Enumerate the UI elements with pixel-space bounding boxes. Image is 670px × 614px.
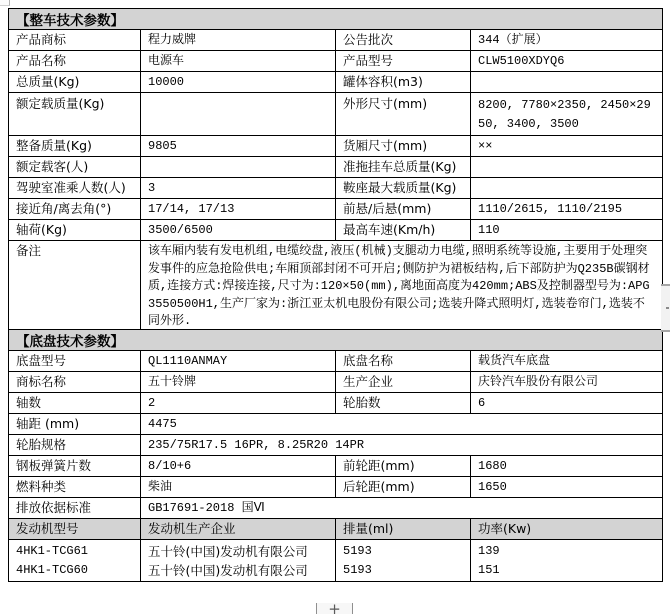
table-row (9, 30, 662, 51)
param-label: 额定载质量(Kg) (9, 93, 141, 135)
param-label: 罐体容积(m3) (336, 72, 471, 92)
param-value (141, 93, 336, 135)
engine-manufacturer: 五十铃(中国)发动机有限公司 (148, 544, 308, 559)
param-value: 电源车 (141, 51, 336, 71)
param-label: 总质量(Kg) (9, 72, 141, 92)
engine-power: 151 (478, 563, 500, 577)
table-row (9, 220, 662, 241)
param-value: 8200, 7780×2350, 2450×2950, 3400, 3500 (478, 98, 651, 131)
param-value (471, 157, 662, 177)
engine-model: 4HK1-TCG60 (16, 563, 89, 577)
remark-label: 备注 (9, 241, 141, 329)
table-row (9, 157, 662, 178)
table-row (9, 477, 662, 498)
table-row (9, 136, 662, 157)
section-header-chassis (9, 330, 662, 351)
param-value: 庆铃汽车股份有限公司 (478, 374, 599, 389)
param-label: 前轮距(mm) (336, 456, 471, 476)
table-row (9, 72, 662, 93)
param-value: 110 (478, 222, 500, 237)
engine-col-header: 功率(Kw) (478, 521, 532, 537)
param-label: 产品型号 (336, 51, 471, 71)
param-value: 3500/6500 (141, 220, 336, 240)
param-label: 接近角/离去角(°) (9, 199, 141, 219)
engine-model: 4HK1-TCG61 (16, 544, 89, 558)
param-value: ×× (478, 138, 493, 153)
engine-col-header: 发动机生产企业 (141, 519, 336, 539)
param-value: GB17691-2018 国Ⅵ (148, 500, 265, 515)
add-row-button[interactable] (316, 600, 353, 614)
param-label: 轮胎规格 (9, 435, 141, 455)
engine-col-header: 排量(ml) (336, 519, 471, 539)
remark-text: 该车厢内装有发电机组,电缆绞盘,液压(机械)支腿动力电缆,照明系统等设施,主要用于处理突发事件的应急抢险供电;车厢顶部封闭不可开启;侧防护为裙板结构,后下部防护为Q235B碳钢材质,连接方式:焊接连接,尺寸为:120×50(mm),离地面高度为420mm;ABS及控制器型号为:APG3550500H1,生产厂家为:浙江亚太机电股份有限公司;选装升降式照明灯,选装卷帘门,选装不同外形. (148, 244, 650, 328)
engine-data-rows (9, 540, 662, 581)
table-row (9, 456, 662, 477)
param-label: 轮胎数 (336, 393, 471, 413)
param-label: 排放依据标准 (9, 498, 141, 518)
table-row (9, 51, 662, 72)
param-label: 生产企业 (336, 372, 471, 392)
table-row (9, 435, 662, 456)
param-value: 五十铃牌 (141, 372, 336, 392)
table-row (9, 498, 662, 519)
section-title: 【底盘技术参数】 (16, 334, 124, 350)
param-value: 1110/2615, 1110/2195 (478, 201, 623, 216)
engine-col-header: 发动机型号 (9, 519, 141, 539)
param-label: 轴数 (9, 393, 141, 413)
vehicle-spec-table (8, 8, 663, 582)
plus-icon: + (328, 600, 341, 614)
engine-header-row (9, 519, 662, 540)
param-label: 商标名称 (9, 372, 141, 392)
param-value: 17/14, 17/13 (141, 199, 336, 219)
param-label: 货厢尺寸(mm) (336, 136, 471, 156)
param-label: 产品商标 (9, 30, 141, 50)
param-label: 底盘名称 (336, 351, 471, 371)
param-value: 柴油 (141, 477, 336, 497)
param-value: 235/75R17.5 16PR, 8.25R20 14PR (148, 437, 365, 452)
engine-displacement: 5193 (343, 544, 372, 558)
param-label: 轴荷(Kg) (9, 220, 141, 240)
param-label: 最高车速(Km/h) (336, 220, 471, 240)
param-label: 产品名称 (9, 51, 141, 71)
param-label: 公告批次 (336, 30, 471, 50)
param-value: 3 (141, 178, 336, 198)
param-label: 燃料种类 (9, 477, 141, 497)
param-value (471, 72, 662, 92)
scrollbar-thumb-dash (666, 307, 669, 309)
engine-displacement: 5193 (343, 563, 372, 577)
param-value: 程力威牌 (141, 30, 336, 50)
param-label: 钢板弹簧片数 (9, 456, 141, 476)
section-title: 【整车技术参数】 (16, 13, 124, 29)
param-label: 底盘型号 (9, 351, 141, 371)
param-label: 轴距 (mm) (9, 414, 141, 434)
clipped-corner-element (0, 0, 10, 6)
param-value (141, 157, 336, 177)
param-value: 1680 (478, 458, 507, 473)
table-row (9, 93, 662, 136)
param-value: 2 (141, 393, 336, 413)
table-row (9, 178, 662, 199)
section-header-vehicle (9, 9, 662, 30)
param-value: 1650 (478, 479, 507, 494)
table-row (9, 393, 662, 414)
param-value: QL1110ANMAY (141, 351, 336, 371)
param-value: 344（扩展） (478, 32, 548, 47)
param-label: 前悬/后悬(mm) (336, 199, 471, 219)
param-label: 额定载客(人) (9, 157, 141, 177)
param-label: 整备质量(Kg) (9, 136, 141, 156)
engine-manufacturer: 五十铃(中国)发动机有限公司 (148, 563, 308, 578)
param-label: 鞍座最大载质量(Kg) (336, 178, 471, 198)
param-value: 8/10+6 (141, 456, 336, 476)
param-value: 载货汽车底盘 (478, 353, 551, 368)
param-value: 6 (478, 395, 486, 410)
param-label: 驾驶室准乘人数(人) (9, 178, 141, 198)
remark-row (9, 241, 662, 330)
param-label: 后轮距(mm) (336, 477, 471, 497)
table-row (9, 199, 662, 220)
param-label: 准拖挂车总质量(Kg) (336, 157, 471, 177)
param-value: 4475 (148, 416, 177, 431)
param-value: 9805 (141, 136, 336, 156)
engine-power: 139 (478, 544, 500, 558)
param-value: 10000 (141, 72, 336, 92)
param-value (471, 178, 662, 198)
param-label: 外形尺寸(mm) (336, 93, 471, 135)
param-value: CLW5100XDYQ6 (478, 53, 565, 68)
table-row (9, 372, 662, 393)
table-row (9, 351, 662, 372)
scrollbar-thumb[interactable] (661, 284, 670, 332)
table-row (9, 414, 662, 435)
